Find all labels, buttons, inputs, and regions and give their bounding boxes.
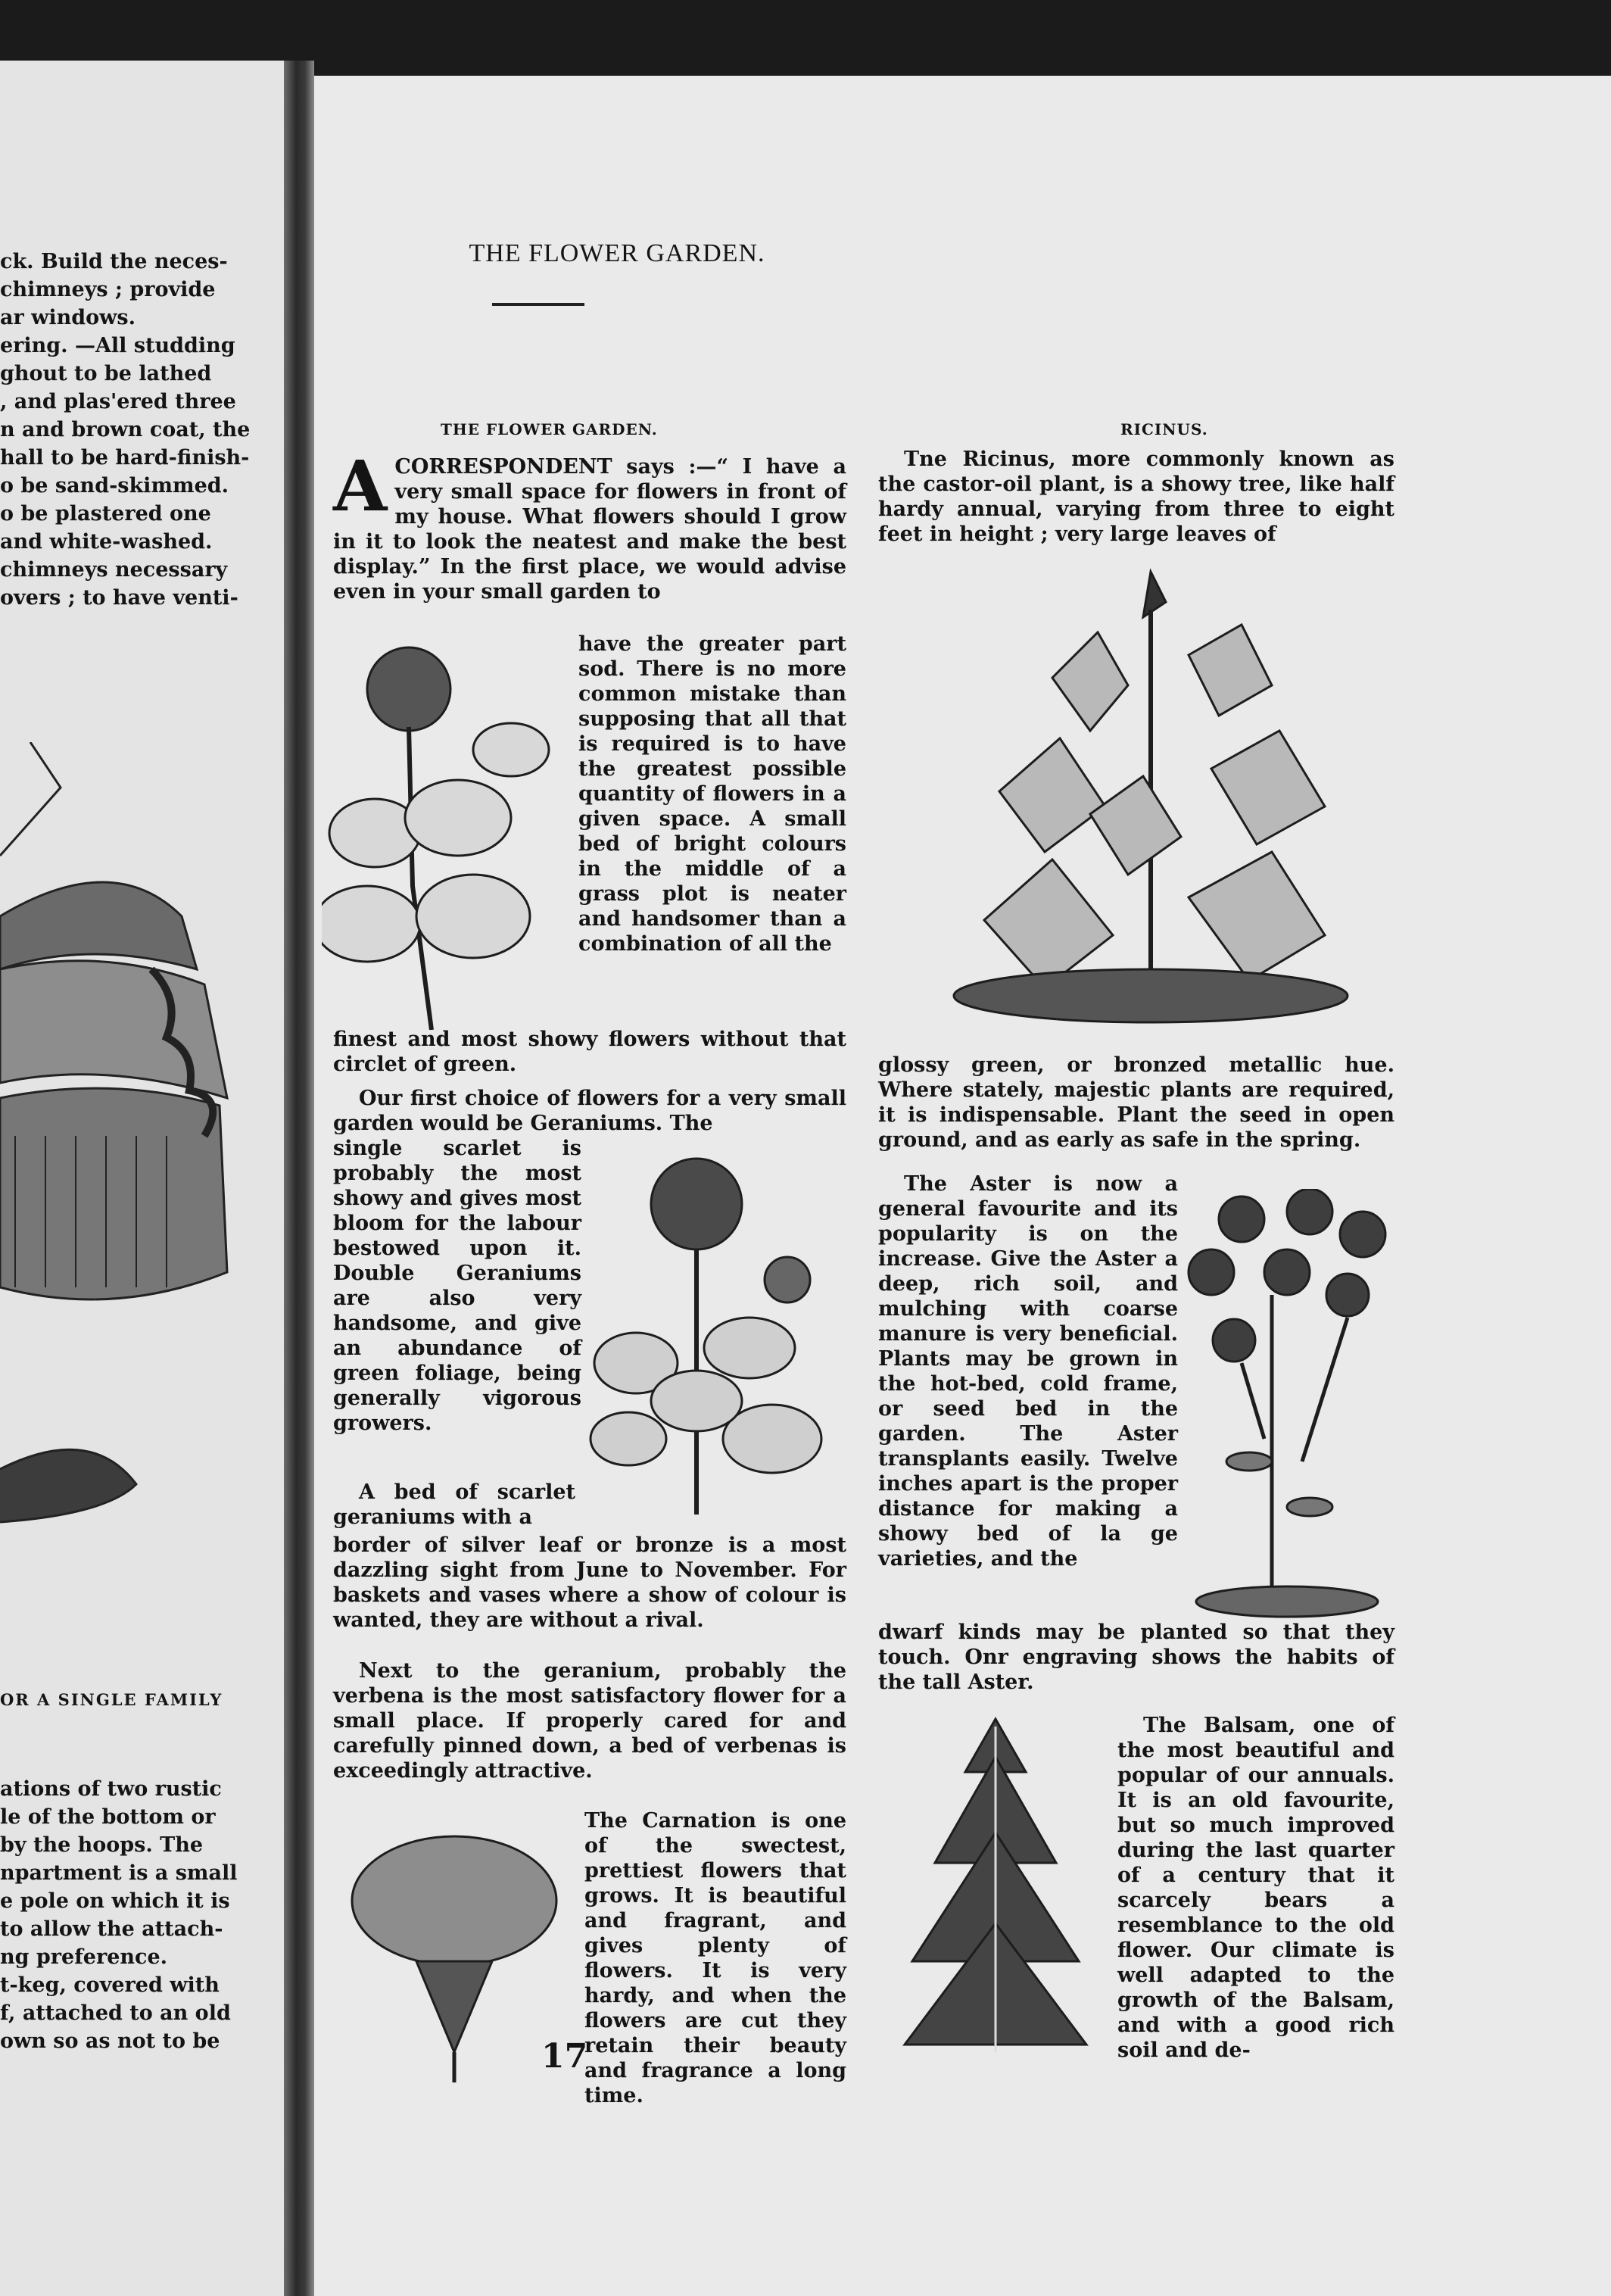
left-page-line: o be plastered one xyxy=(0,502,211,526)
left-page-line: ering. —All studding xyxy=(0,334,235,357)
col2-balsam: The Balsam, one of the most beautiful and popular of our annuals. It is an old favourite, but so much improved during the last quarter of a century that it scarcely bears a resemblance to the old flower. Our climate is well adapted to the growth of the Balsam, and with a good rich soil and de- xyxy=(1117,1714,1394,2062)
left-page-line: ghout to be lathed xyxy=(0,362,212,385)
col2-aster-side: The Aster is now a general favourite and its popularity is on the increase. Give the Aster a deep, rich soil, and mulching with coarse manure is very beneficial. Plants may be grown in the hot-bed, cold frame, or seed bed in the garden. The Aster transplants easily. Twelve inches apart is the proper distance for making a showy bed of la ge varieties, and the xyxy=(878,1172,1178,1571)
geranium-engraving-icon xyxy=(322,636,579,1030)
left-page-line: overs ; to have venti- xyxy=(0,586,238,610)
left-page-line: hall to be hard-finish- xyxy=(0,446,250,469)
col2-aster-end: dwarf kinds may be planted so that they touch. Onr engraving shows the habits of the tall Aster. xyxy=(878,1621,1394,1694)
left-page-line: e pole on which it is xyxy=(0,1889,230,1913)
left-page-line: to allow the attach- xyxy=(0,1917,223,1941)
left-page-line: npartment is a small xyxy=(0,1861,238,1885)
col1-carnation: The Carnation is one of the swectest, prettiest flowers that grows. It is beautiful and fragrant, and gives plenty of flowers. It is very hardy, and when the flowers are cut they retain their beauty and fragrance a long time. xyxy=(584,1809,846,2107)
left-page-line: ar windows. xyxy=(0,306,136,329)
col1-after-geranium: finest and most showy flowers without that circlet of green. xyxy=(333,1028,846,1076)
left-page-line: t-keg, covered with xyxy=(0,1973,220,1997)
carnation-engraving-icon xyxy=(326,1825,568,2082)
left-page-line: f, attached to an old xyxy=(0,2001,231,2025)
left-page-caption: OR A SINGLE FAMILY xyxy=(0,1690,223,1709)
col1-subhead: THE FLOWER GARDEN. xyxy=(441,420,658,438)
col1-beside-geranium: have the greater part sod. There is no more common mistake than supposing that all that is required is to have the greatest possible quantity of flowers in a given space. A small bed of bright colours in the middle of a grass plot is neater and handsomer than a combination of all the xyxy=(578,632,846,956)
left-page-line: ng preference. xyxy=(0,1945,168,1969)
left-page-line: chimneys necessary xyxy=(0,558,228,582)
col2-ricinus-end: glossy green, or bronzed metallic hue. Where stately, majestic plants are required, it is indispensable. Plant the seed in open ground, and as early as safe in the spring. xyxy=(878,1053,1394,1152)
balsam-engraving-icon xyxy=(882,1711,1109,2060)
ricinus-engraving-icon xyxy=(939,564,1363,1030)
left-page-line: and white-washed. xyxy=(0,530,213,554)
col1-intro xyxy=(333,445,846,604)
title-rule xyxy=(492,303,584,306)
left-page xyxy=(0,61,284,2296)
book-gutter xyxy=(284,61,314,2296)
col1-bed-side: A bed of scarlet geraniums with a xyxy=(333,1480,575,1529)
drop-cap: A xyxy=(333,445,388,527)
col1-intro-text: CORRESPONDENT says :—“ I have a very small space for flowers in front of my house. What flowers should I grow in it to look the neatest and make the best display.” In the first place, we would advise even in your small garden to xyxy=(333,455,846,604)
left-page-line: ations of two rustic xyxy=(0,1777,222,1801)
left-page-line: o be sand-skimmed. xyxy=(0,474,229,498)
col1-verbena: Next to the geranium, probably the verbena is the most satisfactory flower for a small place. If properly cared for and carefully pinned down, a bed of verbenas is exceedingly attractive. xyxy=(333,1659,846,1783)
col2-ricinus-intro: Tne Ricinus, more commonly known as the castor-oil plant, is a showy tree, like half hardy annual, varying from three to eight feet in height ; very large leaves of xyxy=(878,448,1394,546)
page-number: 17 xyxy=(541,2037,588,2076)
col1-geraniums-intro: Our first choice of flowers for a very small garden would be Geraniums. The xyxy=(333,1087,846,1135)
col1-geraniums-side: single scarlet is probably the most showy and gives most bloom for the labour bestowed upon it. Double Geraniums are also very handsome, and give an abundance of green foliage, being generally vigorous growers. xyxy=(333,1137,581,1435)
col1-bed-full: border of silver leaf or bronze is a most dazzling sight from June to November. For baskets and vases where a show of colour is wanted, they are without a rival. xyxy=(333,1533,846,1632)
left-page-line: ck. Build the neces- xyxy=(0,250,228,273)
left-page-line: own so as not to be xyxy=(0,2029,220,2053)
left-page-line: le of the bottom or xyxy=(0,1805,216,1829)
rustic-hut-engraving-icon xyxy=(0,742,280,1575)
page-title: THE FLOWER GARDEN. xyxy=(469,239,765,267)
left-page-line: chimneys ; provide xyxy=(0,278,216,301)
col2-subhead: RICINUS. xyxy=(1120,420,1208,438)
left-page-line: n and brown coat, the xyxy=(0,418,251,441)
double-geranium-engraving-icon xyxy=(583,1151,833,1530)
left-page-line: , and plas'ered three xyxy=(0,390,236,413)
aster-engraving-icon xyxy=(1181,1189,1397,1621)
left-page-line: by the hoops. The xyxy=(0,1833,204,1857)
